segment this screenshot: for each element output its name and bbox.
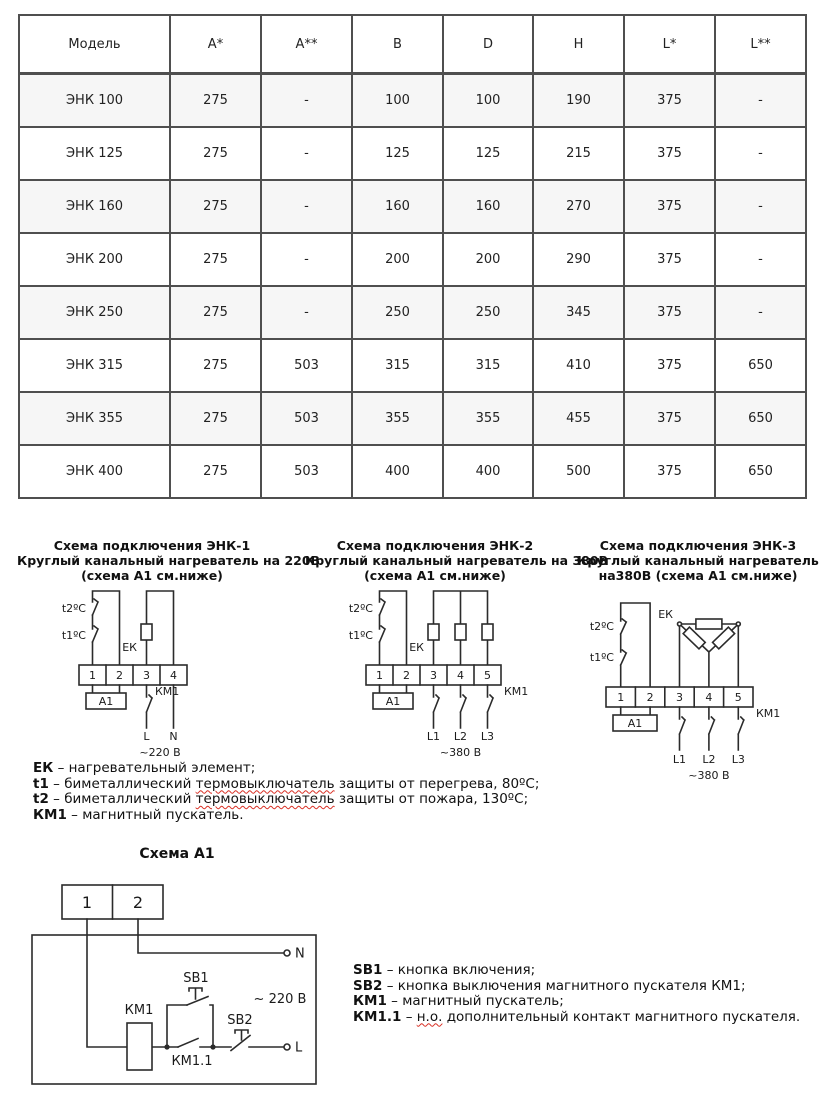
- table-cell: 375: [624, 233, 715, 286]
- table-row: [19, 445, 806, 498]
- phase-l3-label: L3: [731, 753, 745, 766]
- t1-label: t1ºC: [589, 651, 614, 664]
- table-cell: 270: [533, 180, 624, 233]
- a1-label: А1: [385, 695, 401, 708]
- table-cell: 500: [533, 445, 624, 498]
- table-cell: -: [261, 74, 352, 128]
- heater-element: [482, 624, 493, 640]
- spec-table: [18, 14, 807, 499]
- table-row: [19, 392, 806, 445]
- table-cell: 503: [261, 445, 352, 498]
- ek-label: ЕК: [122, 641, 137, 654]
- table-cell: ЭНК 355: [19, 392, 170, 445]
- col-header-l1: L*: [624, 15, 715, 74]
- legend-term: КМ1.1: [353, 1008, 402, 1025]
- table-cell: -: [715, 233, 806, 286]
- legend-line: [353, 963, 800, 979]
- delta-node: [678, 622, 682, 626]
- table-cell: ЭНК 100: [19, 74, 170, 128]
- legend-term: КМ1: [353, 993, 387, 1009]
- table-cell: 275: [170, 392, 261, 445]
- col-header-d: D: [443, 15, 533, 74]
- t1-label: t1ºC: [348, 629, 373, 642]
- table-cell: 315: [443, 339, 533, 392]
- voltage-label: ~380 В: [688, 769, 730, 782]
- table-cell: ЭНК 200: [19, 233, 170, 286]
- table-cell: -: [715, 286, 806, 339]
- table-cell: ЭНК 125: [19, 127, 170, 180]
- table-cell: 125: [352, 127, 443, 180]
- phase-l1-label: L1: [672, 753, 687, 766]
- t2-label: t2ºC: [589, 620, 614, 633]
- km11-contact: [178, 1039, 198, 1048]
- title-line: на380В (схема А1 см.ниже): [598, 568, 798, 583]
- terminal-5: 5: [734, 691, 742, 704]
- table-cell: 503: [261, 392, 352, 445]
- col-header-l2: L**: [715, 15, 806, 74]
- km1-label: КМ1: [155, 685, 180, 698]
- heater-delta-circuit: [678, 619, 741, 687]
- sb1-button: [187, 988, 208, 1005]
- col-header-h: H: [533, 15, 624, 74]
- phase-l2-label: L2: [702, 753, 716, 766]
- heater-element: [428, 624, 439, 640]
- legend-text: дополнительный контакт магнитного пускателя.: [442, 1008, 801, 1025]
- title-line: Круглый канальный нагреватель на 380В: [305, 553, 609, 568]
- legend-term: SB2: [353, 977, 383, 994]
- heater-circuit: [141, 591, 174, 665]
- legend-text: защиты от пожара, 130ºС;: [334, 791, 529, 807]
- phase-l-label: L: [295, 1040, 303, 1056]
- table-cell: -: [715, 127, 806, 180]
- terminal-3: 3: [430, 669, 437, 682]
- table-cell: 503: [261, 339, 352, 392]
- table-cell: 650: [715, 339, 806, 392]
- a1-label: А1: [627, 717, 643, 730]
- legend-text-misspelled: термовыключатель: [195, 791, 335, 807]
- terminal-5: 5: [484, 669, 491, 682]
- phase-l2-label: L2: [453, 730, 468, 743]
- legend-text: – кнопка выключения магнитного пускателя КМ1;: [386, 977, 746, 994]
- table-cell: 400: [352, 445, 443, 498]
- table-cell: -: [261, 286, 352, 339]
- table-row: [19, 286, 806, 339]
- table-cell: 355: [352, 392, 443, 445]
- table-cell: 275: [170, 233, 261, 286]
- sb2-label: SB2: [227, 1013, 253, 1028]
- a1-scheme-legend: [353, 963, 800, 1025]
- table-cell: 650: [715, 392, 806, 445]
- legend-text: – кнопка включения;: [386, 962, 536, 978]
- table-cell: 345: [533, 286, 624, 339]
- km1-label: КМ1: [124, 1003, 154, 1018]
- col-header-b: B: [352, 15, 443, 74]
- legend-line: [353, 994, 800, 1010]
- legend-text: – магнитный пускатель;: [391, 993, 564, 1009]
- legend-line: [33, 808, 539, 824]
- title-line: Круглый канальный нагреватель: [577, 553, 819, 568]
- delta-node: [736, 622, 740, 626]
- table-cell: 375: [624, 339, 715, 392]
- heater-element: [696, 619, 722, 629]
- table-row: [19, 74, 806, 128]
- table-cell: ЭНК 250: [19, 286, 170, 339]
- table-header-row: [19, 15, 806, 74]
- legend-text: – нагревательный элемент;: [57, 760, 256, 776]
- table-cell: -: [715, 180, 806, 233]
- table-cell: 290: [533, 233, 624, 286]
- table-cell: 200: [443, 233, 533, 286]
- legend-term: SB1: [353, 962, 383, 978]
- sb2-button: [231, 1030, 250, 1051]
- terminal-1: 1: [81, 893, 93, 912]
- km1-label: КМ1: [504, 685, 529, 698]
- t2-label: t2ºC: [61, 602, 86, 615]
- table-cell: 250: [352, 286, 443, 339]
- col-header-a1: A*: [170, 15, 261, 74]
- heater-element: [683, 627, 705, 649]
- table-cell: 275: [170, 127, 261, 180]
- title-line: (схема А1 см.ниже): [364, 568, 506, 583]
- heater-circuit: [428, 591, 493, 665]
- table-cell: 250: [443, 286, 533, 339]
- table-cell: 315: [352, 339, 443, 392]
- terminal-1: 1: [89, 669, 96, 682]
- km1-contacts: [434, 685, 494, 728]
- table-cell: 275: [170, 339, 261, 392]
- terminal-4: 4: [170, 669, 177, 682]
- terminal-2: 2: [646, 691, 654, 704]
- title-line: Схема подключения ЭНК-1: [53, 538, 251, 553]
- table-cell: 375: [624, 286, 715, 339]
- legend-term: ЕК: [33, 760, 54, 776]
- thermostat-circuit: [621, 603, 650, 687]
- terminal-3: 3: [143, 669, 150, 682]
- title-line: Схема подключения ЭНК-3: [599, 538, 797, 553]
- km1-label: КМ1: [756, 707, 781, 720]
- terminal-2: 2: [132, 893, 144, 912]
- a1-scheme-diagram: [12, 862, 332, 1102]
- enk2-wiring-diagram: [330, 588, 560, 766]
- table-cell: 375: [624, 180, 715, 233]
- t1-label: t1ºC: [61, 629, 86, 642]
- table-cell: 160: [352, 180, 443, 233]
- table-cell: 100: [443, 74, 533, 128]
- enk3-wiring-diagram: [583, 588, 813, 796]
- col-header-a2: A**: [261, 15, 352, 74]
- legend-line: [33, 761, 539, 777]
- terminal-4: 4: [705, 691, 713, 704]
- diagram-legend: [33, 761, 539, 823]
- table-row: [19, 180, 806, 233]
- terminal-3: 3: [676, 691, 683, 704]
- table-cell: 160: [443, 180, 533, 233]
- table-cell: 190: [533, 74, 624, 128]
- table-cell: ЭНК 315: [19, 339, 170, 392]
- table-cell: 275: [170, 180, 261, 233]
- l-terminal: [284, 1044, 290, 1050]
- legend-text: – биметаллический: [53, 775, 196, 792]
- legend-line: [353, 1010, 800, 1026]
- table-row: [19, 127, 806, 180]
- col-header-model: Модель: [19, 15, 170, 74]
- table-cell: -: [261, 180, 352, 233]
- n-terminal: [284, 950, 290, 956]
- terminal-2: 2: [403, 669, 410, 682]
- legend-text-misspelled: н.о.: [416, 1008, 443, 1025]
- heater-element: [141, 624, 152, 640]
- legend-line: [33, 792, 539, 808]
- table-cell: ЭНК 400: [19, 445, 170, 498]
- table-cell: -: [261, 233, 352, 286]
- junction-node: [164, 1044, 169, 1049]
- diagram2-title: [305, 538, 609, 583]
- table-cell: 410: [533, 339, 624, 392]
- terminal-1: 1: [617, 691, 625, 704]
- enk1-wiring-diagram: [40, 588, 270, 766]
- terminal-1: 1: [376, 669, 383, 682]
- title-line: Круглый канальный нагреватель на 220В: [17, 553, 321, 568]
- table-cell: 355: [443, 392, 533, 445]
- junction-node: [210, 1044, 215, 1049]
- terminal-4: 4: [457, 669, 464, 682]
- spec-table-body: [19, 74, 806, 499]
- table-row: [19, 339, 806, 392]
- legend-text: – биметаллический: [53, 791, 196, 807]
- table-cell: 275: [170, 445, 261, 498]
- table-cell: 200: [352, 233, 443, 286]
- table-cell: 400: [443, 445, 533, 498]
- phase-l3-label: L3: [480, 730, 495, 743]
- thermostat-circuit: [380, 591, 407, 665]
- title-line: Схема подключения ЭНК-2: [336, 538, 534, 553]
- legend-text-misspelled: термовыключатель: [195, 775, 335, 792]
- legend-term: КМ1: [33, 806, 67, 823]
- legend-text: –: [405, 1008, 417, 1025]
- table-cell: 375: [624, 127, 715, 180]
- table-cell: -: [715, 74, 806, 128]
- table-cell: -: [261, 127, 352, 180]
- title-line: (схема А1 см.ниже): [81, 568, 223, 583]
- legend-term: t2: [33, 791, 49, 807]
- phase-l1-label: L1: [426, 730, 441, 743]
- table-cell: 375: [624, 74, 715, 128]
- table-row: [19, 233, 806, 286]
- legend-line: [33, 777, 539, 793]
- table-cell: ЭНК 160: [19, 180, 170, 233]
- table-cell: 275: [170, 286, 261, 339]
- t2-label: t2ºC: [348, 602, 373, 615]
- km1-contacts: [680, 707, 744, 750]
- km11-label: КМ1.1: [171, 1054, 213, 1069]
- voltage-label: ~ 220 В: [253, 992, 307, 1007]
- a1-scheme-title: Схема А1: [139, 846, 215, 862]
- heater-element: [713, 627, 735, 649]
- km1-coil: [127, 1023, 152, 1070]
- table-cell: 650: [715, 445, 806, 498]
- table-cell: 275: [170, 74, 261, 128]
- neutral-n-label: N: [295, 946, 305, 962]
- sb1-label: SB1: [183, 971, 209, 986]
- diagram1-title: [17, 538, 321, 583]
- a1-label: А1: [98, 695, 114, 708]
- terminal-block: [62, 885, 163, 919]
- table-cell: 375: [624, 392, 715, 445]
- legend-text: защиты от перегрева, 80ºС;: [334, 775, 540, 792]
- phase-l-label: L: [143, 730, 150, 743]
- table-cell: 215: [533, 127, 624, 180]
- legend-line: [353, 979, 800, 995]
- thermostat-circuit: [93, 591, 120, 665]
- table-cell: 100: [352, 74, 443, 128]
- terminal-2: 2: [116, 669, 123, 682]
- voltage-label: ~220 В: [139, 746, 181, 759]
- ek-label: ЕК: [409, 641, 424, 654]
- heater-element: [455, 624, 466, 640]
- ek-label: ЕК: [658, 608, 673, 621]
- neutral-n-label: N: [169, 730, 178, 743]
- table-cell: 375: [624, 445, 715, 498]
- legend-text: – магнитный пускатель.: [71, 806, 244, 823]
- legend-term: t1: [33, 775, 49, 792]
- table-cell: 125: [443, 127, 533, 180]
- voltage-label: ~380 В: [439, 746, 482, 759]
- table-cell: 455: [533, 392, 624, 445]
- diagram3-title: [573, 538, 820, 583]
